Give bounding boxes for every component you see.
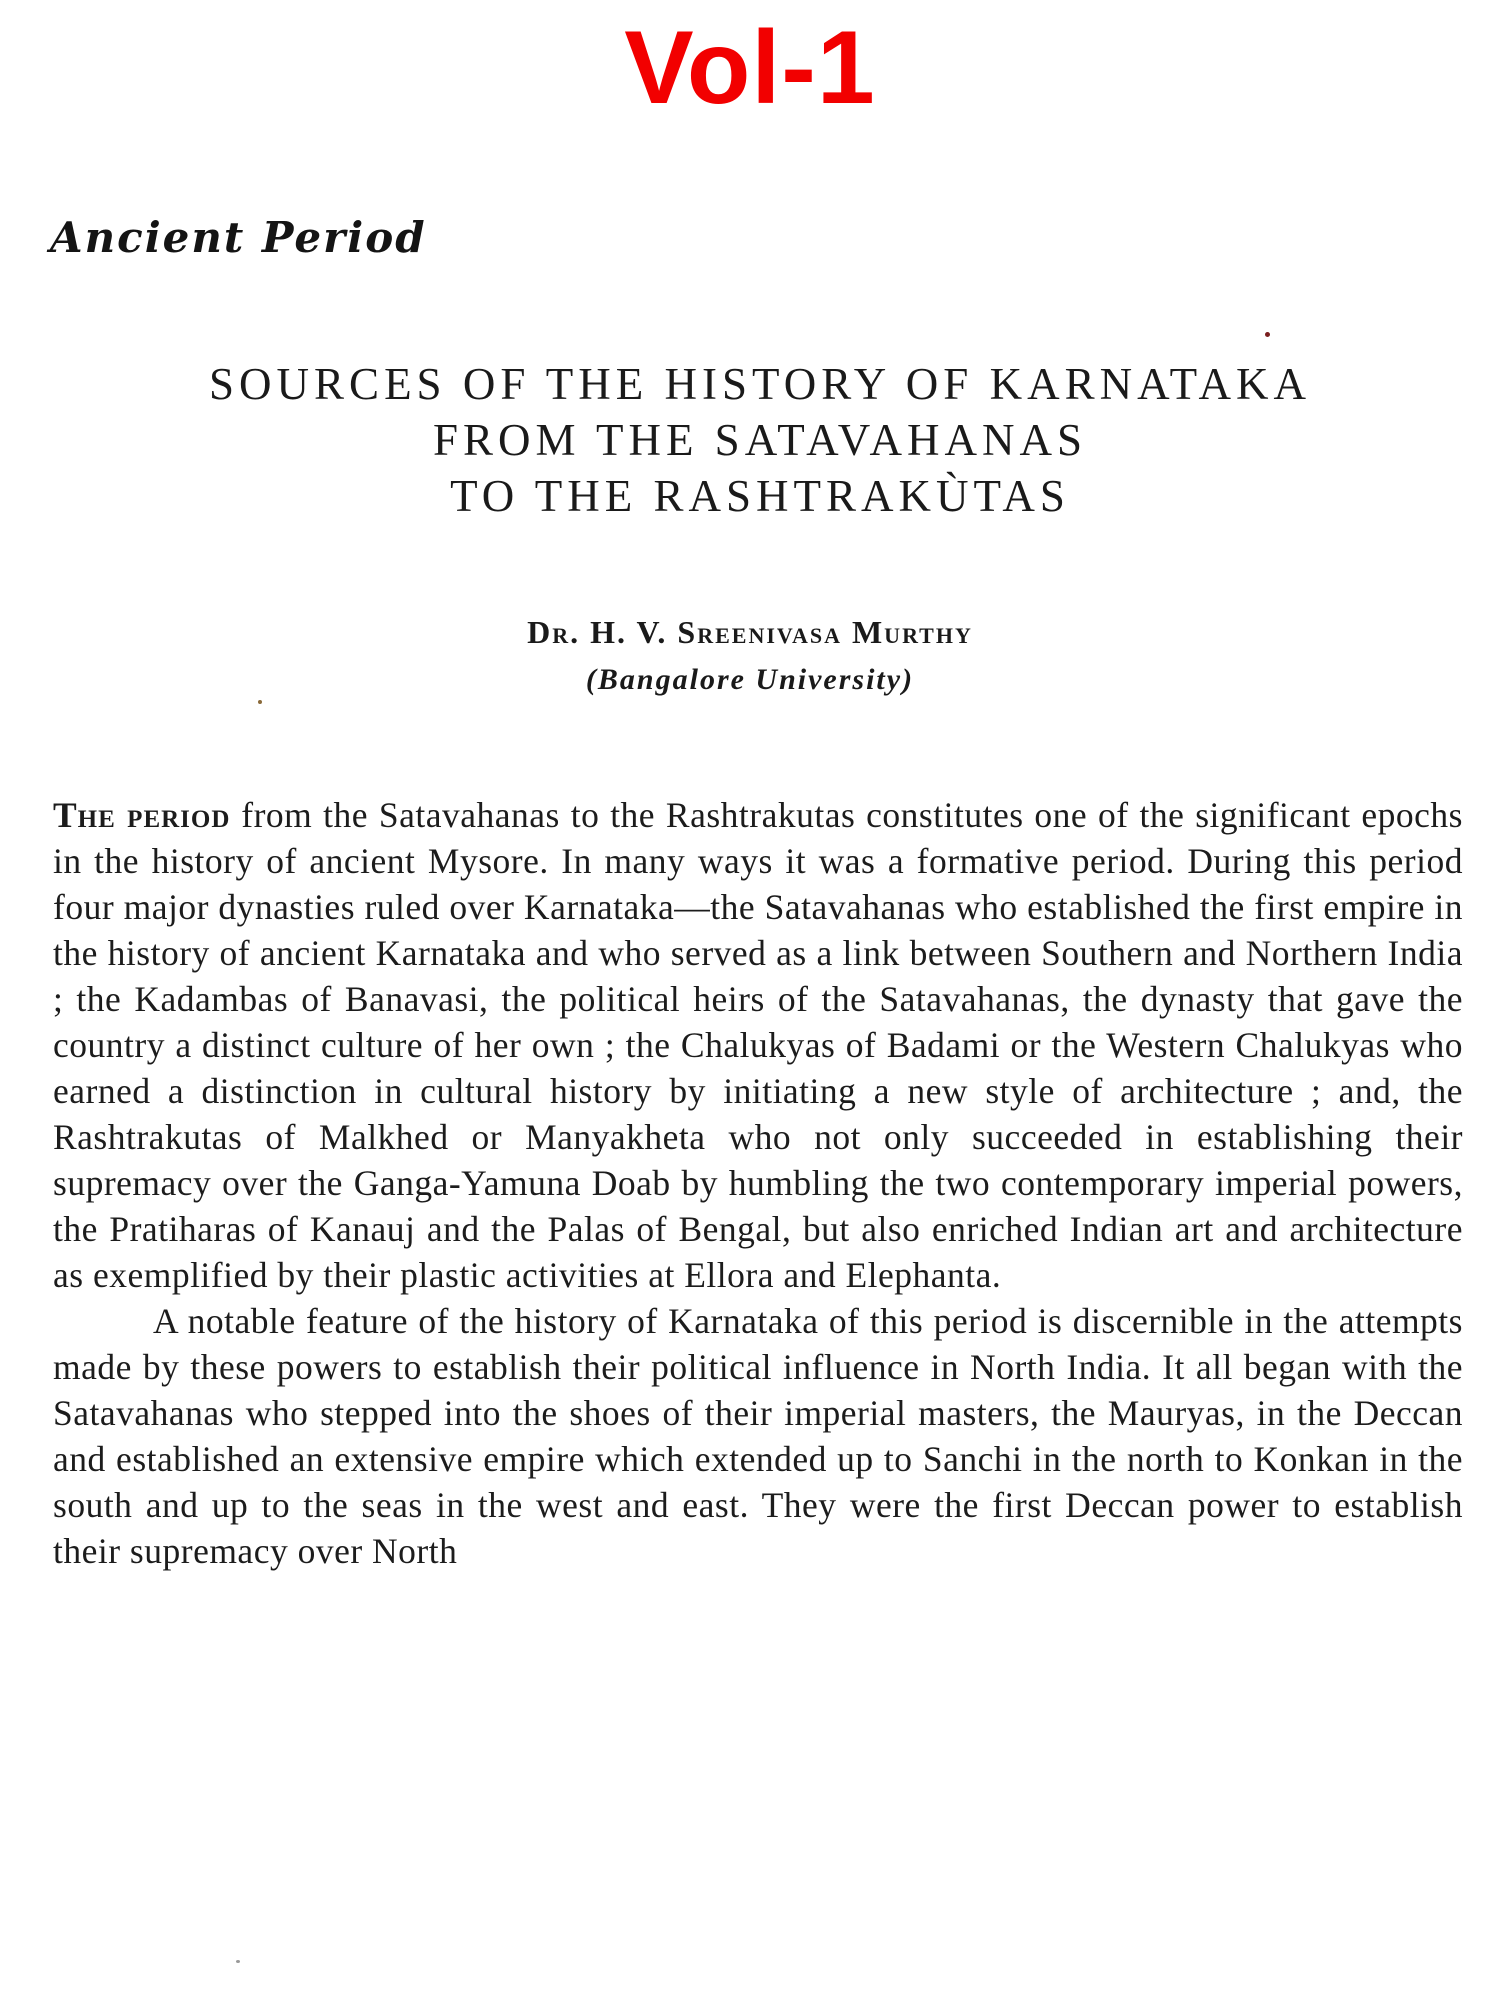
volume-label: Vol-1 <box>624 10 876 126</box>
section-heading: Ancient Period <box>50 213 427 262</box>
title-line-3: TO THE RASHTRAKÙTAS <box>450 471 1070 521</box>
print-speck <box>1265 332 1270 337</box>
lead-in-words: The period <box>53 795 231 835</box>
title-line-1: SOURCES OF THE HISTORY OF KARNATAKA <box>209 359 1311 409</box>
print-speck <box>236 1960 240 1963</box>
title-line-2: FROM THE SATAVAHANAS <box>432 415 1088 465</box>
article-title <box>40 356 1480 524</box>
paragraph-1 <box>53 792 1463 1298</box>
author-name: Dr. H. V. Sreenivasa Murthy <box>527 614 973 650</box>
paragraph-2: A notable feature of the history of Karnataka of this period is discernible in the attempts made by these powers to establish their political influence in North India. It all began with the Satavahanas who stepped into the shoes of their imperial masters, the Mauryas, in the Deccan and established an extensive empire which extended up to Sanchi in the north to Konkan in the south and up to the seas in the west and east. They were the first Deccan power to establish their supremacy over North <box>53 1301 1463 1571</box>
author-affiliation: (Bangalore University) <box>585 663 915 696</box>
paragraph-1-text: from the Satavahanas to the Rashtrakutas constitutes one of the significant epochs in the history of ancient Mysore. In many ways it was a formative period. During this period four major dynasties ruled over Karnataka—the Satavahanas who established the first empire in the history of ancient Karnataka and who served as a link between Southern and Northern India ; the Kadambas of Banavasi, the political heirs of the Satavahanas, the dynasty that gave the country a distinct culture of her own ; the Chalukyas of Badami or the Western Chalukyas who earned a distinction in cultural history by initiating a new style of architecture ; and, the Rashtrakutas of Malkhed or Manyakheta who not only succeeded in establishing their supremacy over the Ganga-Yamuna Doab by humbling the two contemporary imperial powers, the Pratiharas of Kanauj and the Palas of Bengal, but also enriched Indian art and architecture as exemplified by their plastic activities at Ellora and Elephanta. <box>53 795 1463 1295</box>
byline <box>0 608 1500 704</box>
article-body <box>53 792 1463 1574</box>
